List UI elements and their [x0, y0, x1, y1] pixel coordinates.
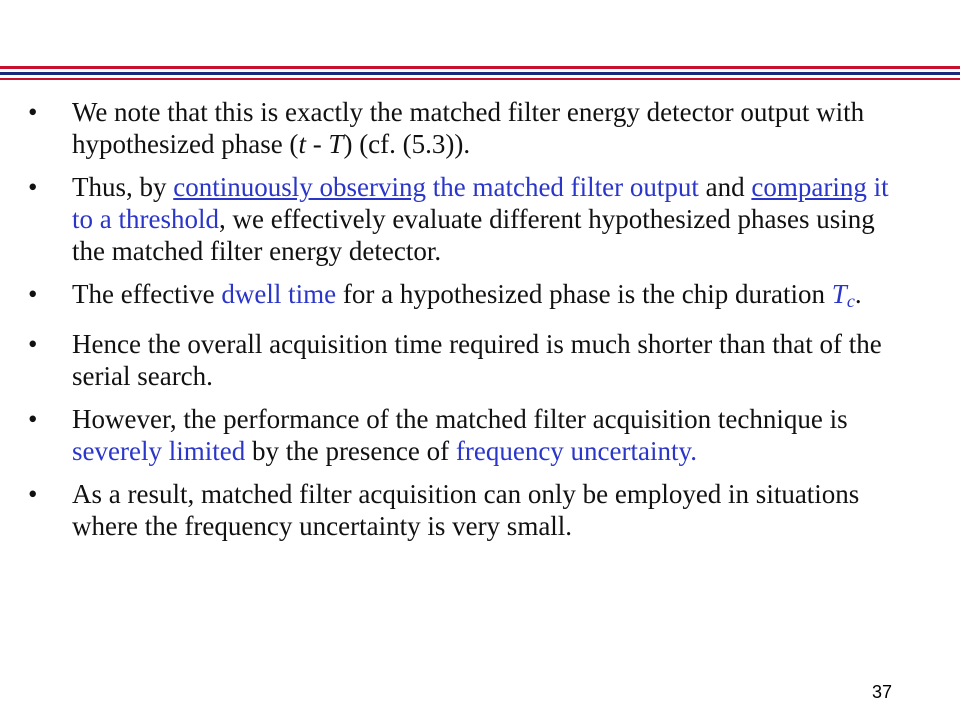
link-comparing[interactable]: comparing [751, 172, 867, 202]
bullet-1 [28, 96, 908, 160]
bullet-2 [28, 171, 908, 267]
bullet-3 [28, 278, 908, 317]
bullet-dot: • [28, 329, 38, 359]
bullet-dot: • [28, 479, 38, 509]
highlight-matched-filter-output: the matched filter output [432, 172, 699, 202]
bullet-dot: • [28, 404, 38, 434]
highlight-dwell-time: dwell time [221, 279, 337, 309]
bullet-dot: • [28, 279, 38, 309]
chip-duration-symbol: $T_c$ [831, 279, 855, 311]
bullet-6 [28, 478, 908, 542]
header-rule [0, 66, 960, 83]
bullet-text: The effective dwell time for a hypothesized phase is the chip duration $T_c$. [72, 279, 862, 311]
bullet-text: As a result, matched filter acquisition can only be employed in situations where the frequency uncertainty is very small. [72, 479, 860, 541]
highlight-threshold: it to a threshold [72, 172, 889, 234]
page-number: 37 [871, 682, 892, 702]
bullet-text: Thus, by continuously observing the matched filter output and comparing it to a threshold, we effectively evaluate different hypothesized phases using the matched filter energy detector. [72, 172, 889, 266]
bullet-5 [28, 403, 908, 467]
highlight-severely-limited: severely limited [72, 436, 246, 466]
bullet-dot: • [28, 97, 38, 127]
header-rule-navy [0, 72, 960, 75]
bullet-text: We note that this is exactly the matched filter energy detector output with hypothesized phase (t - T) (cf. (5.3)). [72, 97, 865, 159]
link-continuously-observing[interactable]: continuously observing [173, 172, 426, 202]
header-rule-red [0, 66, 960, 69]
bullet-text: However, the performance of the matched filter acquisition technique is severely limited by the presence of frequency uncertainty. [72, 404, 848, 466]
bullet-4 [28, 328, 908, 392]
header-rule-red-thin [0, 78, 960, 80]
phase-expression: t - T [298, 129, 344, 159]
bullet-dot: • [28, 172, 38, 202]
bullet-text: Hence the overall acquisition time required is much shorter than that of the serial search. [72, 329, 882, 391]
slide-body [28, 96, 908, 553]
highlight-frequency-uncertainty: frequency uncertainty. [455, 436, 698, 466]
